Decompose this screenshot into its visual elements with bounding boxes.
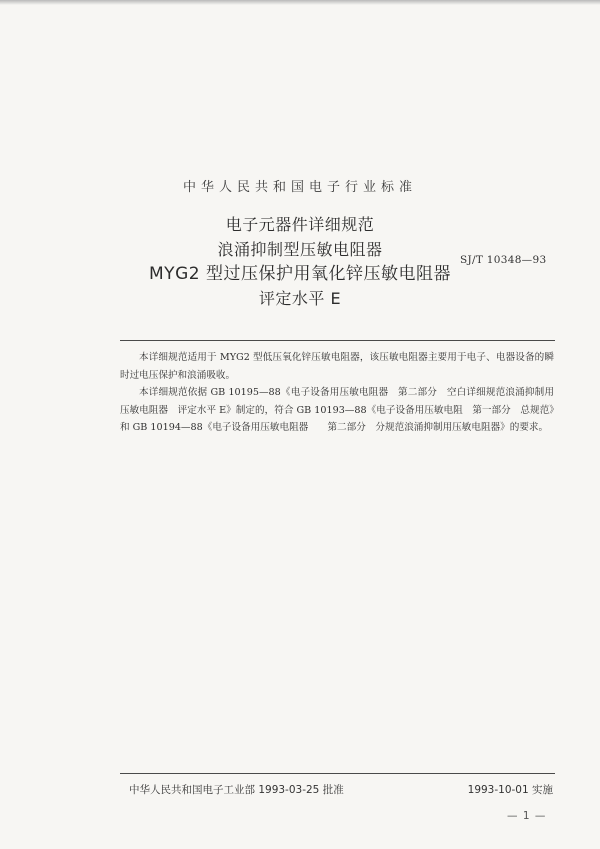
title-line-4: 评定水平 E: [258, 288, 342, 308]
page-number: — 1 —: [507, 810, 547, 822]
bottom-divider: [120, 773, 555, 774]
effective-date: 1993-10-01 实施: [467, 784, 553, 796]
title-line-3: MYG2 型过压保护用氧化锌压敏电阻器: [149, 264, 451, 284]
title-line-1: 电子元器件详细规范: [225, 215, 375, 234]
standard-number: SJ/T 10348—93: [460, 254, 547, 266]
document-header: 中华人民共和国电子行业标准: [182, 180, 417, 195]
title-line-2: 浪涌抑制型压敏电阻器: [217, 239, 383, 259]
body-text: [120, 349, 554, 437]
scan-top-edge: [0, 0, 600, 5]
paragraph-2: 本详细规范依据 GB 10195—88《电子设备用压敏电阻器 第二部分 空白详细规范浪涌抑制用压敏电阻器 评定水平 E》制定的，符合 GB 10193—88《电子设备用压敏电阻 第一部分 总规范》和 GB 10194—88《电子设备用压敏电阻器 第二部分 分规范浪涌抑制用压敏电阻器》的要求。: [120, 387, 554, 434]
top-divider: [120, 340, 555, 341]
paragraph-1: 本详细规范适用于 MYG2 型低压氧化锌压敏电阻器，该压敏电阻器主要用于电子、电器设备的瞬时过电压保护和浪涌吸收。: [120, 352, 554, 381]
issuer-approval: 中华人民共和国电子工业部 1993-03-25 批准: [129, 784, 344, 796]
